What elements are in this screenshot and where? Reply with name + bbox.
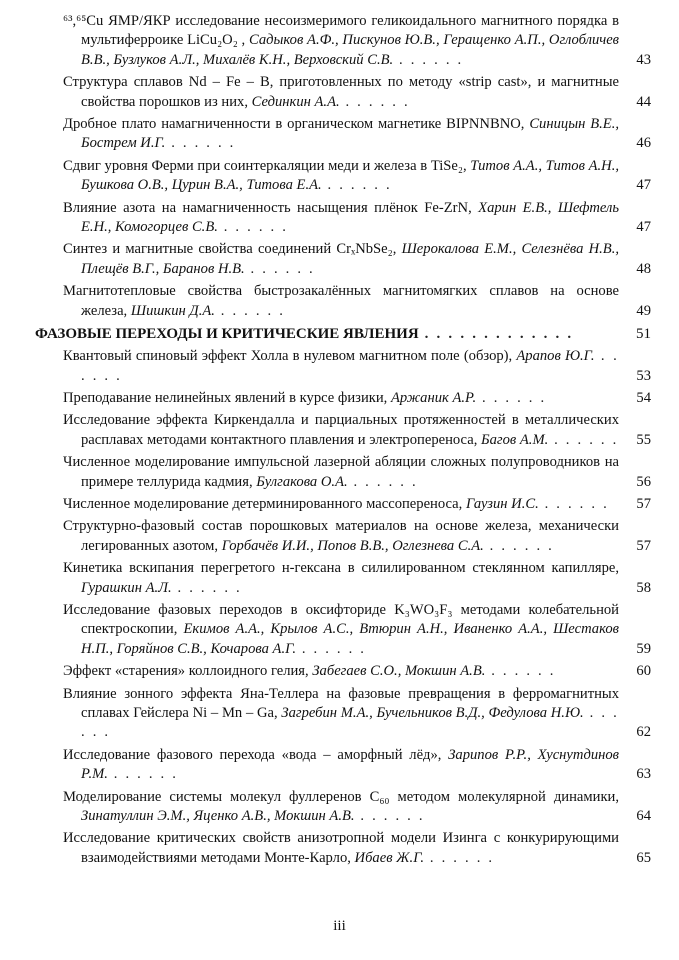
entry-authors: Гаузин И.С. bbox=[465, 495, 539, 512]
entry-page: 64 bbox=[636, 808, 651, 825]
entry-authors: Екимов А.А., Крылов А.С., Втюрин А.Н., Иваненко А.А., Шестаков Н.П., Горяйнов С.В., Кочарова А.Г. bbox=[81, 621, 619, 657]
entry-authors: Титов А.А., Титов А.Н., Бушкова О.В., Цурин В.А., Титова Е.А. bbox=[81, 157, 619, 194]
section-heading: ФАЗОВЫЕ ПЕРЕХОДЫ И КРИТИЧЕСКИЕ ЯВЛЕНИЯ . . . . . . . . . . . . . 51 bbox=[35, 326, 651, 343]
entry-authors: Горбачёв И.И., Попов В.В., Оглезнева С.А. bbox=[221, 537, 484, 554]
entry-authors: Загребин М.А., Бучельников В.Д., Федулова Н.Ю. bbox=[281, 705, 584, 721]
entry-page: 54 bbox=[636, 389, 651, 406]
entry-title: Моделирование системы молекул фуллеренов C₆₀ методом молекулярной динамики, bbox=[63, 788, 619, 805]
entry-title: Структурно-фазовый состав порошковых материалов на основе железа, механически легированных азотом, bbox=[63, 518, 619, 554]
entry-title: Синтез и магнитные свойства соединений CrₓNbSe₂, bbox=[63, 241, 402, 258]
entry-page: 60 bbox=[636, 663, 651, 680]
entry-page: 53 bbox=[636, 367, 651, 384]
entry-title: Исследование критических свойств анизотропной модели Изинга с конкурирующими взаимодействиями методами Монте-Карло, bbox=[63, 830, 619, 866]
entry-authors: Забегаев С.О., Мокшин А.В. bbox=[312, 663, 486, 680]
entry-page: 62 bbox=[636, 724, 651, 741]
toc-entry: Исследование эффекта Киркендалла и парциальных протяженностей в металлических расплавах методами контактного плавления и электропереноса, Багов А.М. . . . . . . 55 bbox=[63, 411, 651, 450]
toc-entry: Эффект «старения» коллоидного гелия, Забегаев С.О., Мокшин А.В. . . . . . . 60 bbox=[63, 662, 651, 681]
entry-page: 47 bbox=[636, 219, 651, 236]
toc-entry: Структурно-фазовый состав порошковых материалов на основе железа, механически легированных азотом, Горбачёв И.И., Попов В.В., Оглезнева С.А. . . . . . . 57 bbox=[63, 517, 651, 556]
toc-entry: Влияние зонного эффекта Яна-Теллера на фазовые превращения в ферромагнитных сплавах Гейслера Ni – Mn – Ga, Загребин М.А., Бучельников В.Д., Федулова Н.Ю. . . . . . . 62 bbox=[63, 685, 651, 743]
entry-title: Дробное плато намагниченности в органическом магнетике BIPNNBNO, bbox=[63, 116, 530, 133]
toc-entry: Структура сплавов Nd – Fe – B, приготовленных по методу «strip cast», и магнитные свойства порошков из них, Сединкин А.А. . . . . . . 44 bbox=[63, 73, 651, 112]
entry-page: 57 bbox=[636, 537, 651, 554]
entry-page: 49 bbox=[636, 302, 651, 319]
entry-page: 47 bbox=[636, 177, 651, 194]
entry-authors: Ибаев Ж.Г. bbox=[354, 849, 425, 866]
toc-entry: Численное моделирование импульсной лазерной абляции сложных полупроводников на примере теллурида кадмия, Булгакова О.А. . . . . . . 56 bbox=[63, 453, 651, 492]
section-page: 51 bbox=[636, 326, 651, 343]
entry-authors: Зарипов Р.Р., Хуснутдинов Р.М. bbox=[81, 746, 619, 783]
entry-title: Влияние зонного эффекта Яна-Теллера на фазовые превращения в ферромагнитных сплавах Гейслера Ni – Mn – Ga, bbox=[63, 685, 619, 721]
entry-title: Преподавание нелинейных явлений в курсе физики, bbox=[63, 389, 391, 406]
entry-page: 43 bbox=[636, 51, 651, 68]
entry-page: 59 bbox=[636, 640, 651, 657]
entries-bottom bbox=[63, 347, 651, 868]
entry-page: 63 bbox=[636, 766, 651, 783]
entry-authors: Синицын В.Е., Бострем И.Г. bbox=[81, 116, 619, 152]
toc-entry: Синтез и магнитные свойства соединений CrₓNbSe₂, Шерокалова Е.М., Селезнёва Н.В., Плещёв В.Г., Баранов Н.В. . . . . . . 48 bbox=[63, 240, 651, 279]
table-of-contents bbox=[35, 12, 651, 871]
entry-authors: Аржаник А.Р. bbox=[390, 389, 477, 406]
page-number: iii bbox=[333, 918, 346, 934]
toc-entry: Исследование критических свойств анизотропной модели Изинга с конкурирующими взаимодействиями методами Монте-Карло, Ибаев Ж.Г. . . . . . . 65 bbox=[63, 829, 651, 868]
toc-entry: Магнитотепловые свойства быстрозакалённых магнитомягких сплавов на основе железа, Шишкин Д.А. . . . . . . 49 bbox=[63, 282, 651, 321]
toc-entry: Квантовый спиновый эффект Холла в нулевом магнитном поле (обзор), Арапов Ю.Г. . . . . . . 53 bbox=[63, 347, 651, 386]
entry-title: ⁶³,⁶⁵Cu ЯМР/ЯКР исследование несоизмеримого геликоидального магнитного порядка в мультиферроике LiCu₂O₂ , bbox=[63, 13, 619, 49]
toc-entry: Кинетика вскипания перегретого н-гексана в силилированном стеклянном капилляре, Гурашкин А.Л. . . . . . . 58 bbox=[63, 559, 651, 598]
entry-authors: Булгакова О.А. bbox=[256, 473, 348, 490]
entry-authors: Арапов Ю.Г. bbox=[516, 348, 595, 365]
entry-authors: Сединкин А.А. bbox=[251, 93, 340, 110]
toc-entry: Преподавание нелинейных явлений в курсе физики, Аржаник А.Р. . . . . . . 54 bbox=[63, 389, 651, 408]
entry-authors: Харин Е.В., Шефтель Е.Н., Комогорцев С.В. bbox=[81, 199, 619, 236]
entry-title: Исследование эффекта Киркендалла и парциальных протяженностей в металлических расплавах методами контактного плавления и электропереноса, bbox=[63, 412, 619, 448]
entry-page: 56 bbox=[636, 473, 651, 490]
entry-title: Эффект «старения» коллоидного гелия, bbox=[63, 663, 313, 680]
entry-title: Численное моделирование импульсной лазерной абляции сложных полупроводников на примере теллурида кадмия, bbox=[63, 454, 619, 490]
entry-authors: Садыков А.Ф., Пискунов Ю.В., Геращенко А.П., Оглобличев В.В., Бузлуков А.Л., Михалёв К.Н., Верховский С.В. bbox=[81, 32, 620, 68]
section-title: ФАЗОВЫЕ ПЕРЕХОДЫ И КРИТИЧЕСКИЕ ЯВЛЕНИЯ bbox=[35, 326, 419, 343]
entry-page: 57 bbox=[636, 495, 651, 512]
entry-title: Численное моделирование детерминированного массопереноса, bbox=[63, 495, 466, 512]
entry-title: Магнитотепловые свойства быстрозакалённых магнитомягких сплавов на основе железа, bbox=[63, 283, 619, 319]
entry-authors: Зинатуллин Э.М., Яценко А.В., Мокшин А.В. bbox=[81, 808, 355, 825]
entry-page: 48 bbox=[636, 260, 651, 277]
toc-entry: Исследование фазового перехода «вода – аморфный лёд», Зарипов Р.Р., Хуснутдинов Р.М. . . . . . . 63 bbox=[63, 746, 651, 785]
entry-title: Структура сплавов Nd – Fe – B, приготовленных по методу «strip cast», и магнитные свойства порошков из них, bbox=[63, 74, 619, 110]
toc-entry: Сдвиг уровня Ферми при соинтеркаляции меди и железа в TiSe₂, Титов А.А., Титов А.Н., Бушкова О.В., Цурин В.А., Титова Е.А. . . . . . . 47 bbox=[63, 157, 651, 196]
toc-entry: Исследование фазовых переходов в оксифториде K₃WO₃F₃ методами колебательной спектроскопии, Екимов А.А., Крылов А.С., Втюрин А.Н., Иваненко А.А., Шестаков Н.П., Горяйнов С.В., Кочарова А.Г. . . . . . . 59 bbox=[63, 601, 651, 659]
entry-page: 55 bbox=[636, 431, 651, 448]
entry-title: Исследование фазового перехода «вода – аморфный лёд», bbox=[63, 746, 449, 763]
entry-title: Исследование фазовых переходов в оксифториде K₃WO₃F₃ методами колебательной спектроскопии, bbox=[63, 601, 619, 638]
entries-top bbox=[63, 12, 651, 321]
entry-authors: Шерокалова Е.М., Селезнёва Н.В., Плещёв В.Г., Баранов Н.В. bbox=[81, 241, 619, 277]
entry-title: Квантовый спиновый эффект Холла в нулевом магнитном поле (обзор), bbox=[63, 348, 517, 365]
entry-title: Кинетика вскипания перегретого н-гексана в силилированном стеклянном капилляре, bbox=[63, 560, 619, 577]
entry-page: 65 bbox=[636, 849, 651, 866]
entry-authors: Багов А.М. bbox=[481, 431, 549, 448]
entry-title: Сдвиг уровня Ферми при соинтеркаляции меди и железа в TiSe₂, bbox=[63, 157, 471, 174]
toc-entry: Численное моделирование детерминированного массопереноса, Гаузин И.С. . . . . . . 57 bbox=[63, 495, 651, 514]
entry-authors: Гурашкин А.Л. bbox=[81, 579, 172, 596]
entry-page: 46 bbox=[636, 135, 651, 152]
entry-authors: Шишкин Д.А. bbox=[130, 302, 215, 319]
toc-entry: ⁶³,⁶⁵Cu ЯМР/ЯКР исследование несоизмеримого геликоидального магнитного порядка в мультиферроике LiCu₂O₂ , Садыков А.Ф., Пискунов Ю.В., Геращенко А.П., Оглобличев В.В., Бузлуков А.Л., Михалёв К.Н., Верховский С.В. . . . . . . 43 bbox=[63, 12, 651, 70]
toc-entry: Дробное плато намагниченности в органическом магнетике BIPNNBNO, Синицын В.Е., Бострем И.Г. . . . . . . 46 bbox=[63, 115, 651, 154]
entry-title: Влияние азота на намагниченность насыщения плёнок Fe-ZrN, bbox=[63, 199, 479, 216]
toc-entry: Влияние азота на намагниченность насыщения плёнок Fe-ZrN, Харин Е.В., Шефтель Е.Н., Комогорцев С.В. . . . . . . 47 bbox=[63, 199, 651, 238]
toc-entry: Моделирование системы молекул фуллеренов C₆₀ методом молекулярной динамики, Зинатуллин Э.М., Яценко А.В., Мокшин А.В. . . . . . . 64 bbox=[63, 788, 651, 827]
entry-page: 44 bbox=[636, 93, 651, 110]
entry-page: 58 bbox=[636, 579, 651, 596]
